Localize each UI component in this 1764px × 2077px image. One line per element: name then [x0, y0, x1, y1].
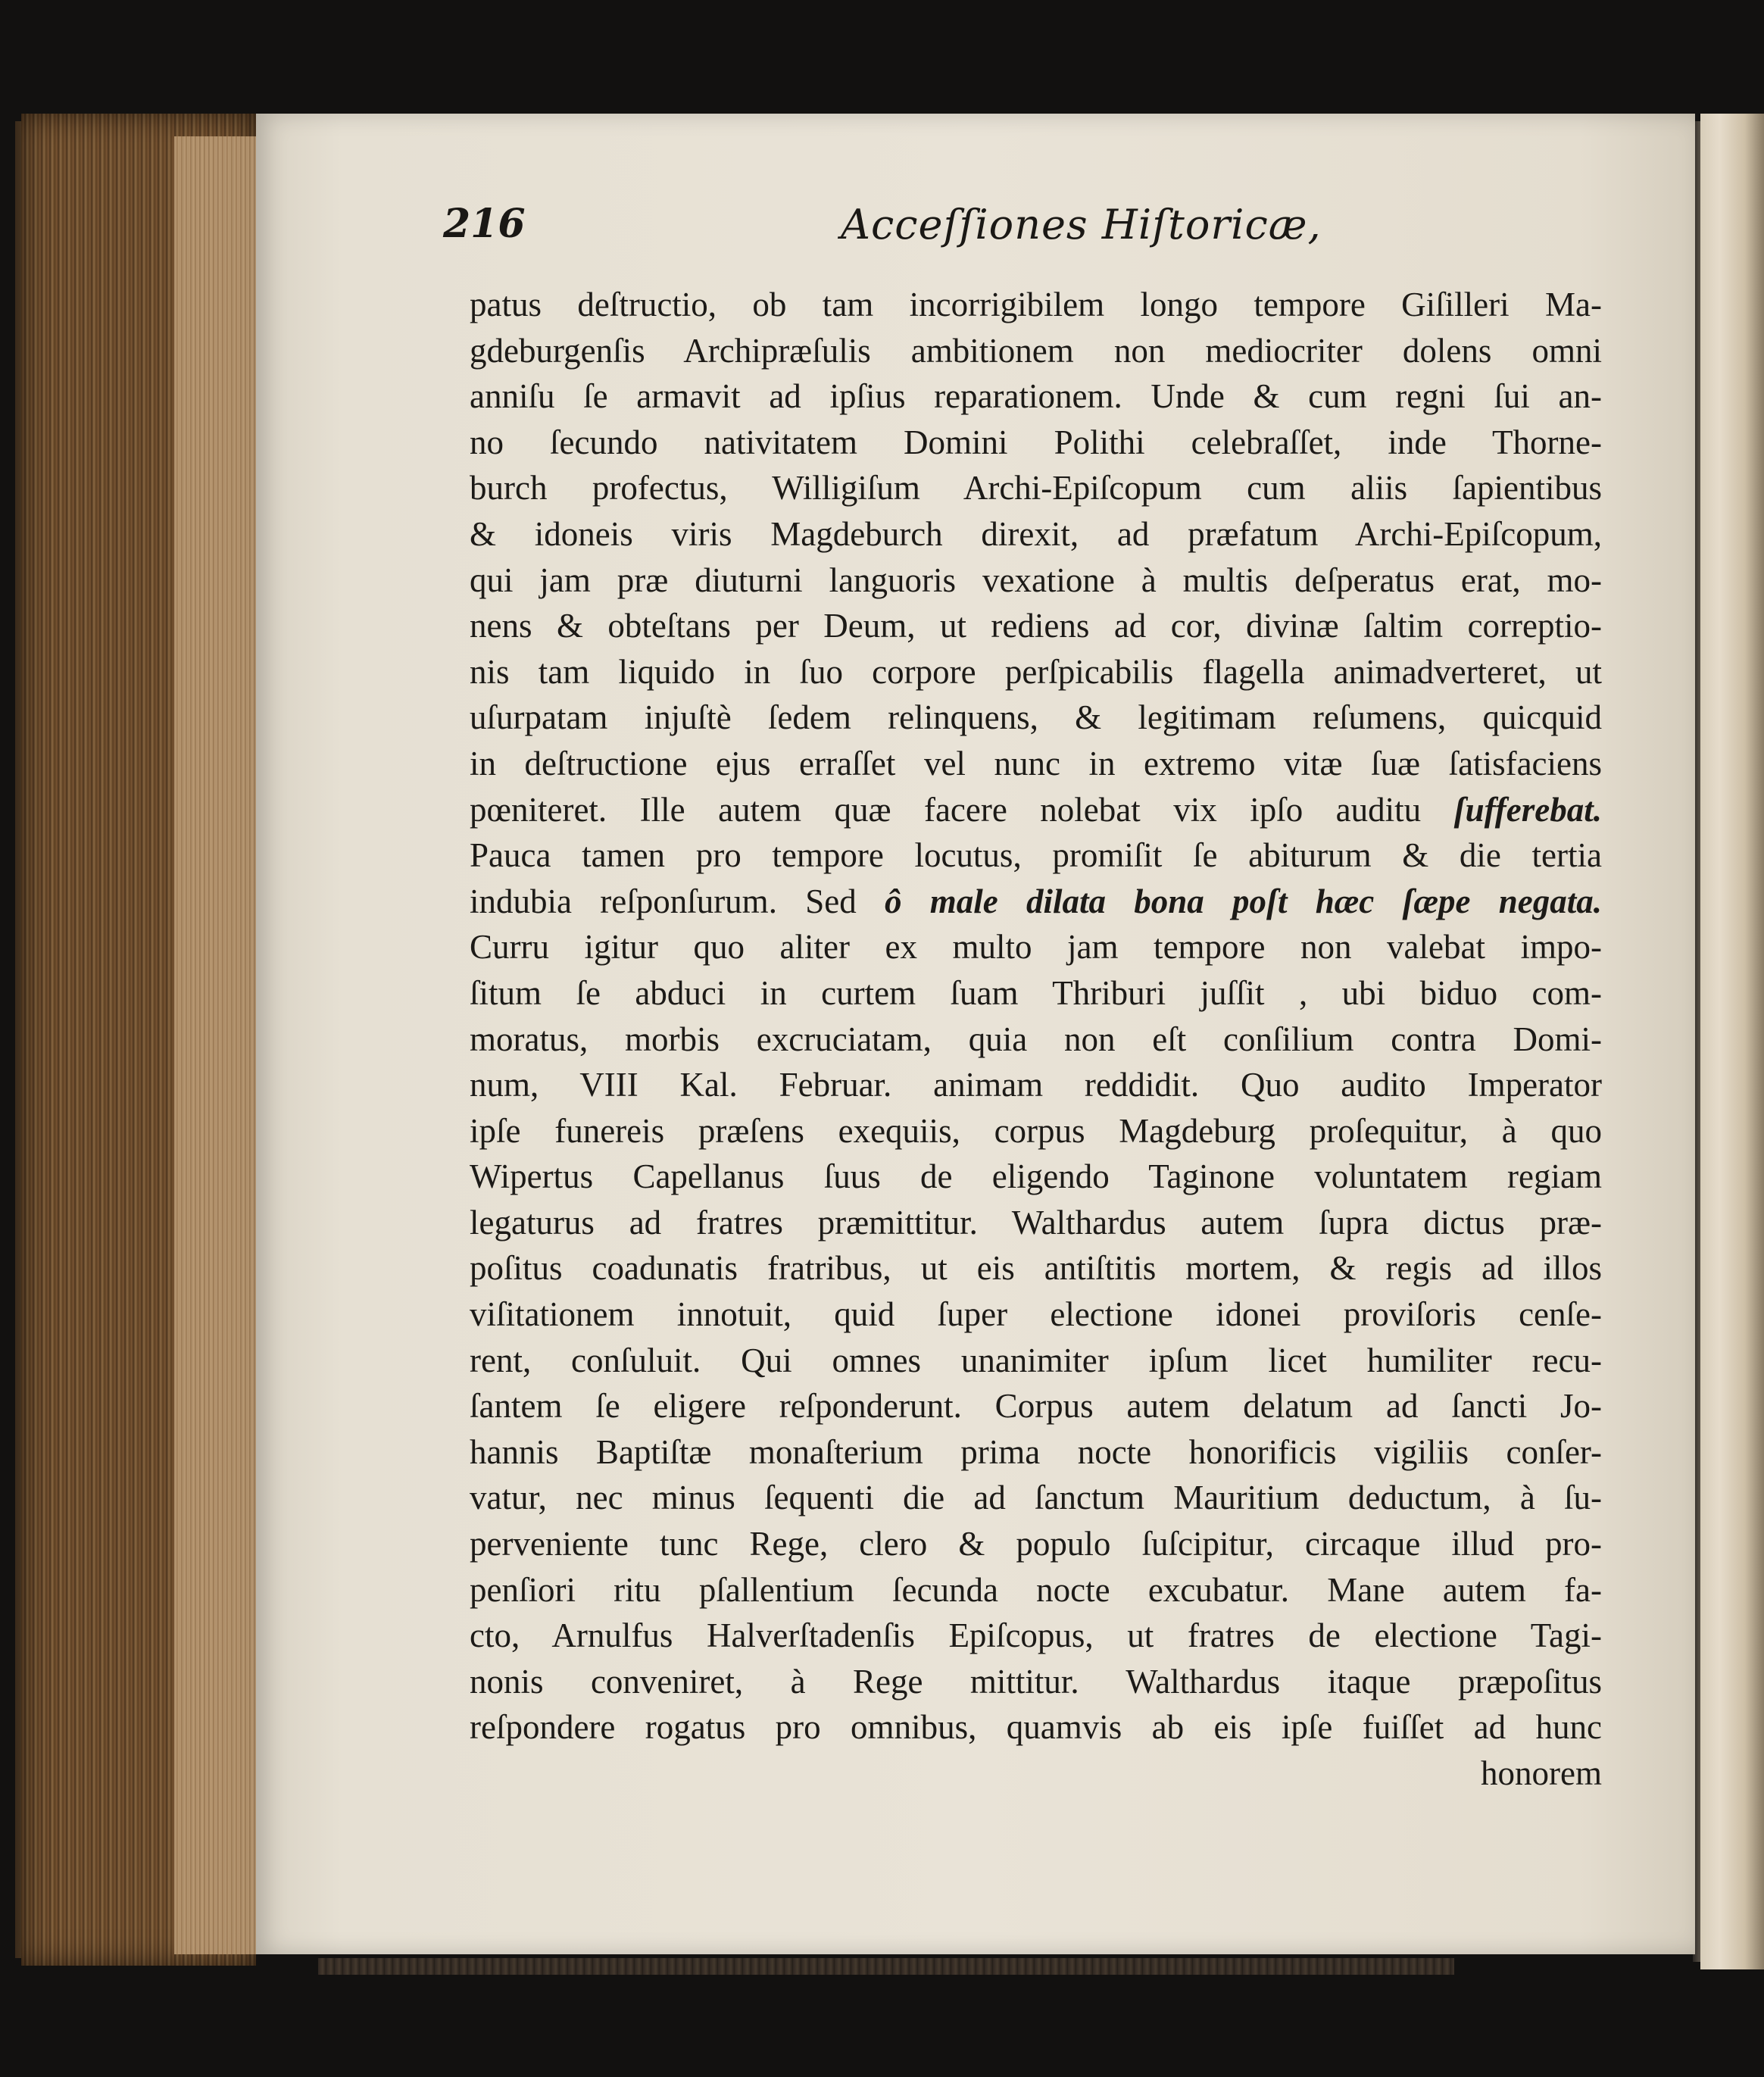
- text-line: penſiori ritu pſallentium ſecunda nocte excubatur. Mane autem fa-: [470, 1570, 1602, 1609]
- text-line: Wipertus Capellanus ſuus de eligendo Taginone voluntatem regiam: [470, 1157, 1602, 1196]
- text-line: nis tam liquido in ſuo corpore perſpicabilis flagella animadverteret, ut: [470, 652, 1602, 691]
- text-line: patus deſtructio, ob tam incorrigibilem longo tempore Giſilleri Ma-: [470, 286, 1602, 323]
- text-line: Curru igitur quo aliter ex multo jam tempore non valebat impo-: [470, 928, 1602, 967]
- text-line: viſitationem innotuit, quid ſuper electione idonei proviſoris cenſe-: [470, 1295, 1602, 1334]
- text-line: rent, conſuluit. Qui omnes unanimiter ipſum licet humiliter recu-: [470, 1341, 1602, 1379]
- text-line: reſpondere rogatus pro omnibus, quamvis ab eis ipſe fuiſſet ad hunc: [470, 1708, 1602, 1747]
- text-line: nens & obteſtans per Deum, ut rediens ad cor, divinæ ſaltim correptio-: [470, 607, 1602, 645]
- text-line: vatur, nec minus ſequenti die ad ſanctum Mauritium deductum, à ſu-: [470, 1479, 1602, 1517]
- text-line: qui jam præ diuturni languoris vexatione à multis deſperatus erat, mo-: [470, 561, 1602, 599]
- text-line: legaturus ad fratres præmittitur. Walthardus autem ſupra dictus præ-: [470, 1203, 1602, 1242]
- text-line: pœniteret. Ille autem quæ facere nolebat vix ipſo auditu ſufferebat.: [470, 790, 1602, 829]
- text-line: gdeburgenſis Archipræſulis ambitionem non mediocriter dolens omni: [470, 331, 1602, 370]
- bottom-edge-binding: [318, 1958, 1454, 1975]
- text-line: & idoneis viris Magdeburch direxit, ad præfatum Archi-Epiſcopum,: [470, 514, 1602, 553]
- text-line: nonis conveniret, à Rege mittitur. Walthardus itaque præpoſitus: [470, 1662, 1602, 1701]
- text-line: ſitum ſe abduci in curtem ſuam Thriburi juſſit , ubi biduo com-: [470, 973, 1602, 1012]
- text-line: perveniente tunc Rege, clero & populo ſuſcipitur, circaque illud pro-: [470, 1525, 1602, 1563]
- italic-phrase: ô male dilata bona poſt hæc ſæpe negata.: [884, 882, 1602, 920]
- italic-phrase: ſufferebat.: [1453, 790, 1602, 829]
- text-line: ſantem ſe eligere reſponderunt. Corpus autem delatum ad ſancti Jo-: [470, 1387, 1602, 1426]
- text-line: Pauca tamen pro tempore locutus, promiſit ſe abiturum & die tertia: [470, 836, 1602, 875]
- text-line: in deſtructione ejus erraſſet vel nunc in extremo vitæ ſuæ ſatisfaciens: [470, 744, 1602, 782]
- text-line: indubia reſponſurum. Sed ô male dilata bona poſt hæc ſæpe negata.: [470, 882, 1602, 920]
- catchword: honorem: [1481, 1754, 1602, 1792]
- text-line: burch profectus, Willigiſum Archi-Epiſcopum cum aliis ſapientibus: [470, 469, 1602, 508]
- text-line: hannis Baptiſtæ monaſterium prima nocte honorificis vigiliis conſer-: [470, 1432, 1602, 1471]
- text-line: cto, Arnulfus Halverſtadenſis Epiſcopus, ut fratres de electione Tagi-: [470, 1616, 1602, 1655]
- right-page-edge: [1700, 114, 1764, 1969]
- text-line: poſitus coadunatis fratribus, ut eis antiſtitis mortem, & regis ad illos: [470, 1249, 1602, 1288]
- text-line: moratus, morbis excruciatam, quia non eſt conſilium contra Domi-: [470, 1020, 1602, 1058]
- text-line: uſurpatam injuſtè ſedem relinquens, & legitimam reſumens, quicquid: [470, 698, 1602, 737]
- text-line: no ſecundo nativitatem Domini Polithi celebraſſet, inde Thorne-: [470, 423, 1602, 461]
- page-stack-highlight: [174, 136, 258, 1954]
- text-line: ipſe funereis præſens exequiis, corpus Magdeburg proſequitur, à quo: [470, 1111, 1602, 1150]
- body-text: [470, 282, 1602, 1797]
- page-number: 216: [443, 201, 526, 247]
- text-line: num, VIII Kal. Februar. animam reddidit. Quo audito Imperator: [470, 1066, 1602, 1104]
- running-head: [443, 201, 1609, 261]
- running-head-title: Acceſſiones Hiſtoricæ,: [841, 201, 1322, 248]
- text-line: anniſu ſe armavit ad ipſius reparationem. Unde & cum regni ſui an-: [470, 377, 1602, 416]
